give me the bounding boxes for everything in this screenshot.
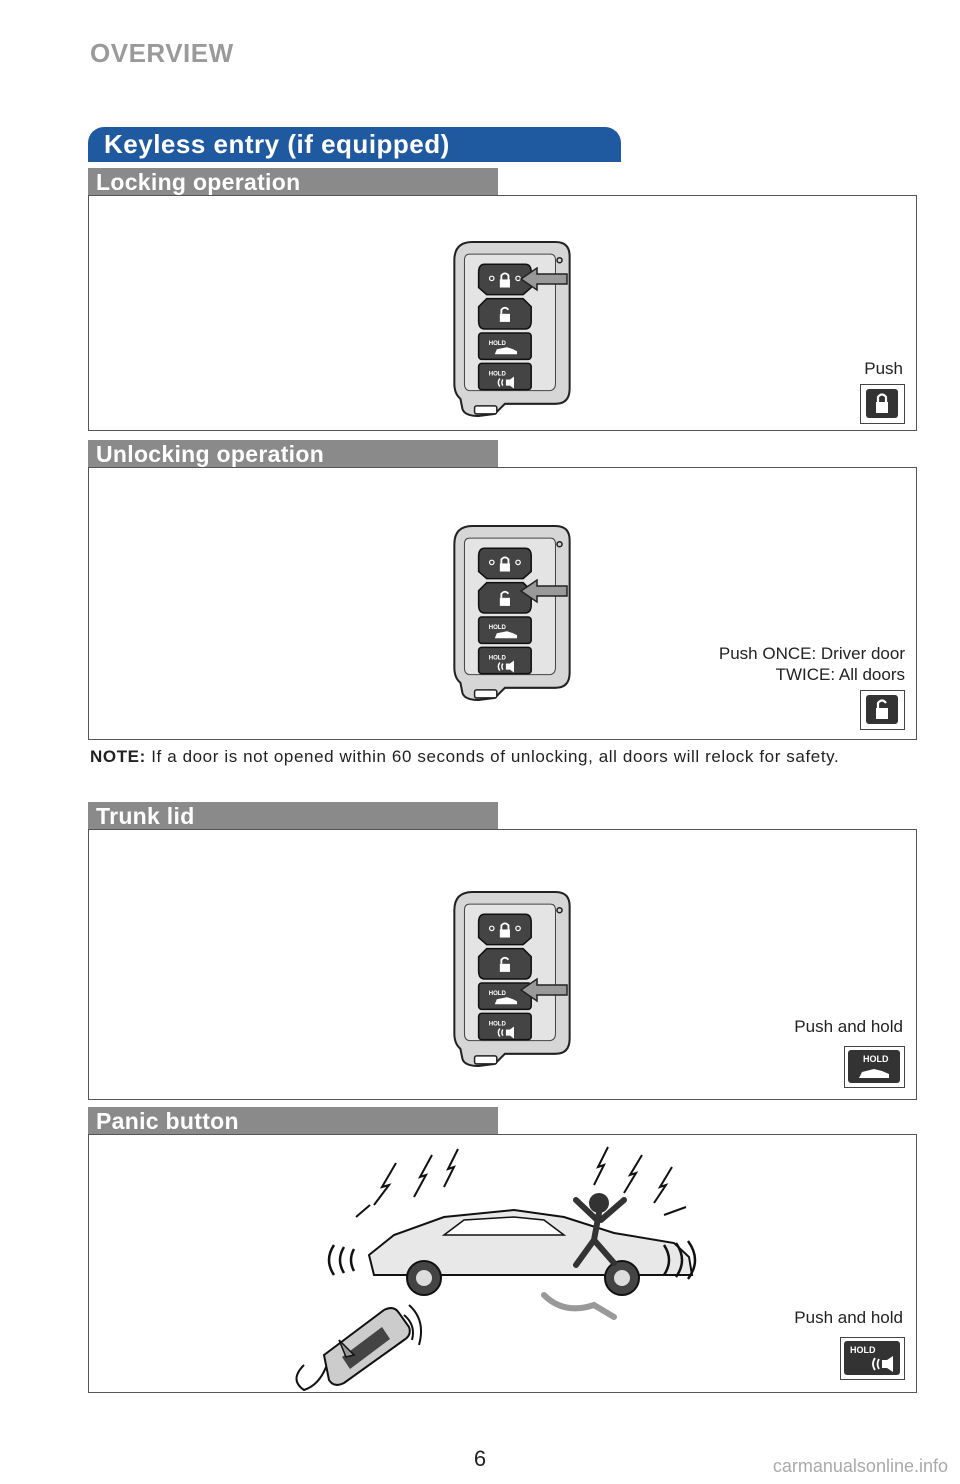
fob-hold-label-panic: HOLD (488, 371, 506, 378)
unlock-button-icon (860, 690, 905, 730)
trunk-icon-hold-text: HOLD (863, 1054, 889, 1064)
locking-section-title: Locking operation (88, 168, 498, 196)
trunk-panel (88, 829, 917, 1100)
panic-key-fob-illustration (284, 1295, 424, 1395)
panic-icon-hold-text: HOLD (850, 1345, 876, 1355)
trunk-hold-button-icon (844, 1046, 905, 1088)
unlocking-instruction (719, 643, 905, 685)
panic-hold-button-icon (840, 1337, 905, 1380)
unlocking-panel (88, 467, 917, 740)
watermark: carmanualsonline.info (772, 1456, 948, 1476)
key-fob-unlock-illustration (448, 524, 578, 704)
fob-hold-label-panic: HOLD (488, 655, 506, 662)
fob-hold-label-trunk: HOLD (488, 341, 506, 348)
panic-car-illustration (314, 1145, 704, 1320)
locking-instruction: Push (864, 359, 903, 378)
panic-section-title: Panic button (88, 1107, 498, 1135)
locking-panel (88, 195, 917, 431)
unlocking-instruction-line2: TWICE: All doors (775, 665, 905, 684)
trunk-instruction: Push and hold (794, 1017, 903, 1036)
panic-panel (88, 1134, 917, 1393)
arrow-pointer-icon (519, 578, 569, 604)
unlocking-section-title: Unlocking operation (88, 440, 498, 468)
trunk-section-title: Trunk lid (88, 802, 498, 830)
fob-hold-label-panic: HOLD (488, 1021, 506, 1028)
arrow-pointer-icon (519, 266, 569, 292)
section-title: Keyless entry (if equipped) (88, 127, 621, 162)
note-label: NOTE: (90, 747, 146, 766)
lock-button-icon (860, 384, 905, 424)
fob-hold-label-trunk: HOLD (488, 991, 506, 998)
note-text: If a door is not opened within 60 seconds of unlocking, all doors will relock for safety. (151, 747, 840, 766)
page-header-title: OVERVIEW (90, 38, 234, 68)
fob-hold-label-trunk: HOLD (488, 625, 506, 632)
page-number: 6 (473, 1446, 487, 1471)
arrow-pointer-icon (519, 977, 569, 1003)
unlocking-instruction-line1: Push ONCE: Driver door (718, 644, 905, 663)
note-paragraph (90, 745, 910, 769)
panic-instruction: Push and hold (794, 1308, 903, 1327)
